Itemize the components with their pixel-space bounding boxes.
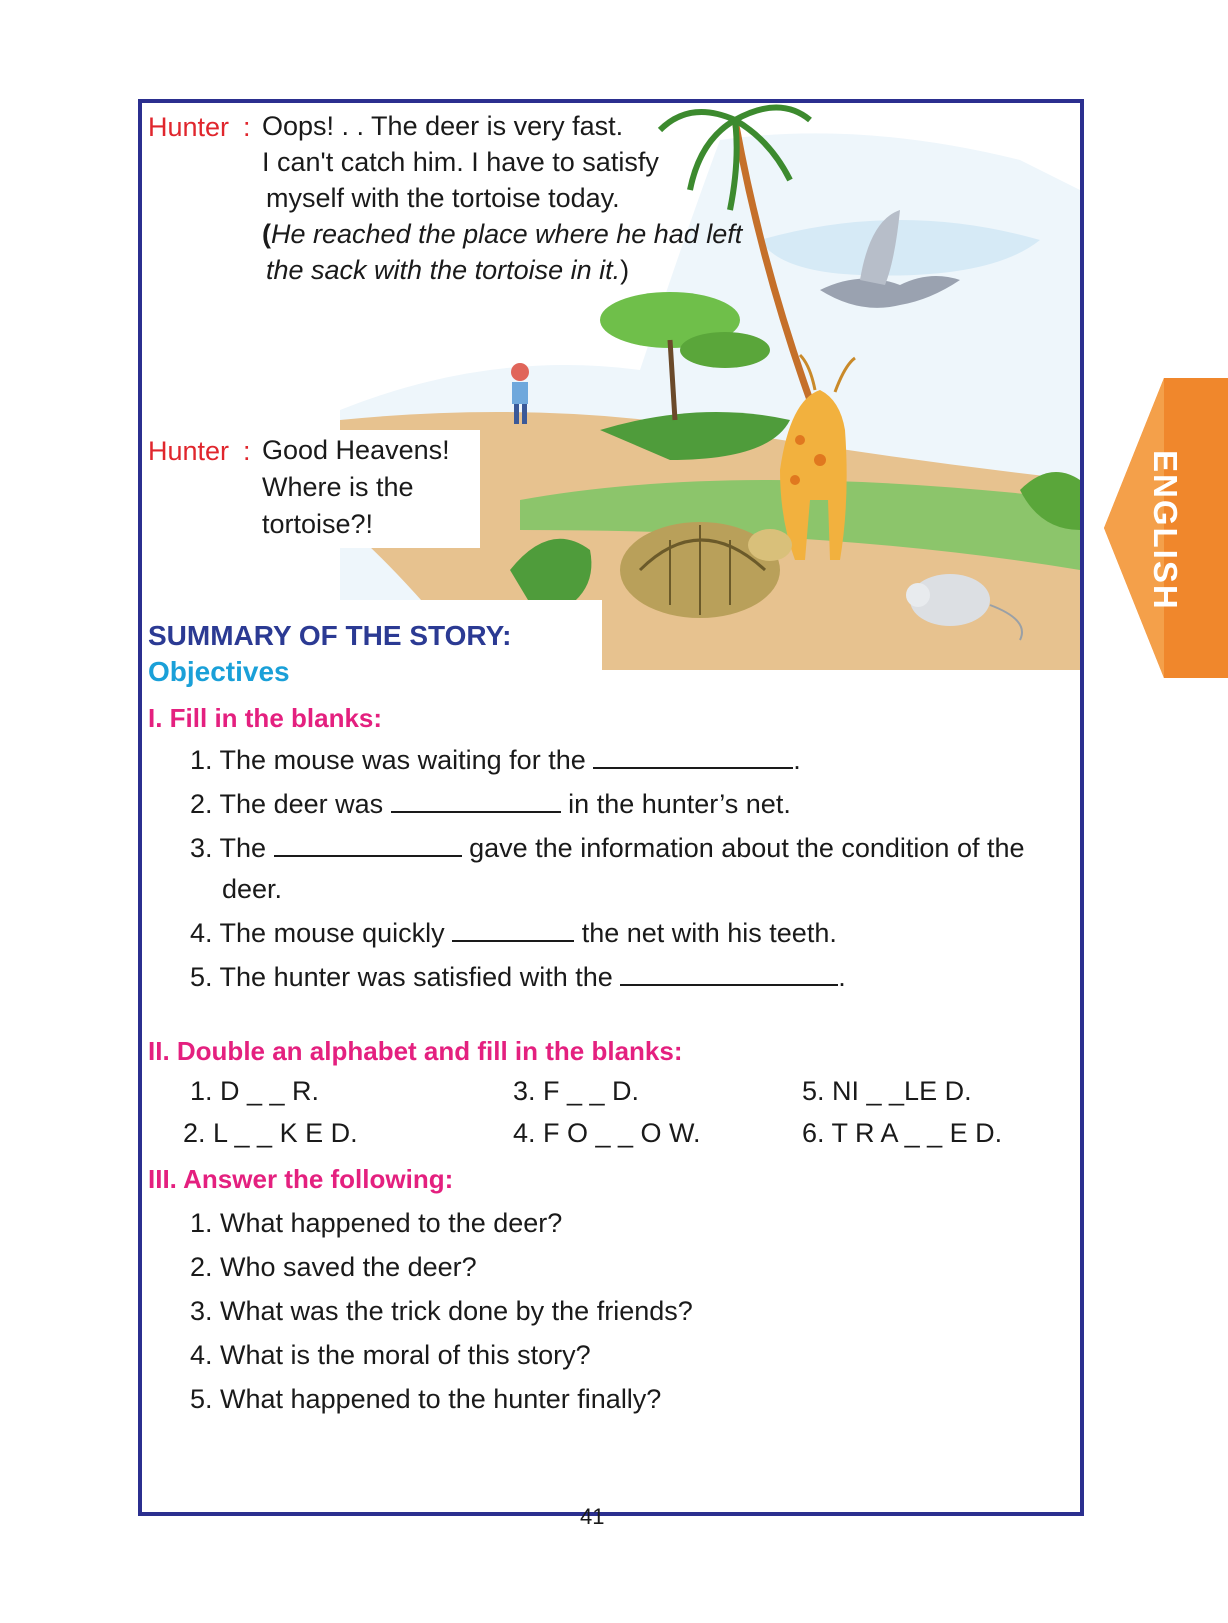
- fill-blank-continuation: deer.: [222, 874, 283, 904]
- answer-blank[interactable]: [452, 918, 574, 942]
- word-puzzle: 4. F O _ _ O W.: [513, 1118, 701, 1148]
- dialogue-line: tortoise?!: [262, 509, 374, 539]
- answer-blank[interactable]: [391, 789, 561, 813]
- answer-blank[interactable]: [620, 962, 838, 986]
- word-puzzle: 1. D _ _ R.: [190, 1076, 320, 1106]
- stage-direction: [266, 252, 629, 289]
- fill-blank-item: 2. The deer was in the hunter’s net.: [190, 789, 791, 819]
- stage-direction: [262, 216, 742, 253]
- dialogue-line: Where is the: [262, 472, 414, 502]
- fill-blank-item: 4. The mouse quickly the net with his teeth.: [190, 918, 837, 948]
- word-puzzle: 6. T R A _ _ E D.: [802, 1118, 1003, 1148]
- word-puzzle: 5. NI _ _LE D.: [802, 1076, 972, 1106]
- dialogue-line: myself with the tortoise today.: [266, 183, 620, 213]
- question-item: 3. What was the trick done by the friends?: [190, 1296, 693, 1326]
- question-item: 4. What is the moral of this story?: [190, 1340, 591, 1370]
- speaker-hunter-2: Hunter: [148, 436, 230, 466]
- stage-close-paren: ): [620, 255, 630, 285]
- english-tab-label: ENGLISH: [1147, 449, 1184, 611]
- word-puzzle: 3. F _ _ D.: [513, 1076, 640, 1106]
- section-heading-double-alphabet: II. Double an alphabet and fill in the blanks:: [148, 1036, 683, 1066]
- word-puzzle: 2. L _ _ K E D.: [183, 1118, 358, 1148]
- question-item: 5. What happened to the hunter finally?: [190, 1384, 662, 1414]
- section-heading-fill-blanks: I. Fill in the blanks:: [148, 703, 383, 733]
- stage-direction-line: the sack with the tortoise in it.: [266, 255, 621, 285]
- dialogue-line: I can't catch him. I have to satisfy: [262, 147, 659, 177]
- objectives-heading: Objectives: [148, 656, 290, 687]
- dialogue-line: Good Heavens!: [262, 435, 450, 465]
- stage-direction-line: He reached the place where he had left: [271, 219, 743, 249]
- fill-blank-item: 5. The hunter was satisfied with the .: [190, 962, 846, 992]
- question-item: 2. Who saved the deer?: [190, 1252, 477, 1282]
- page-number: 41: [580, 1504, 605, 1529]
- speaker-colon-2: :: [243, 436, 251, 466]
- section-heading-answer: III. Answer the following:: [148, 1164, 454, 1194]
- dialogue-line: Oops! . . The deer is very fast.: [262, 111, 624, 141]
- fill-blank-item: 1. The mouse was waiting for the .: [190, 745, 801, 775]
- answer-blank[interactable]: [593, 745, 793, 769]
- question-item: 1. What happened to the deer?: [190, 1208, 563, 1238]
- summary-title: SUMMARY OF THE STORY:: [148, 620, 512, 651]
- speaker-colon-1: :: [243, 112, 251, 142]
- fill-blank-item: 3. The gave the information about the condition of the: [190, 833, 1025, 863]
- stage-open-paren: (: [262, 219, 271, 249]
- answer-blank[interactable]: [274, 833, 462, 857]
- speaker-hunter-1: Hunter: [148, 112, 230, 142]
